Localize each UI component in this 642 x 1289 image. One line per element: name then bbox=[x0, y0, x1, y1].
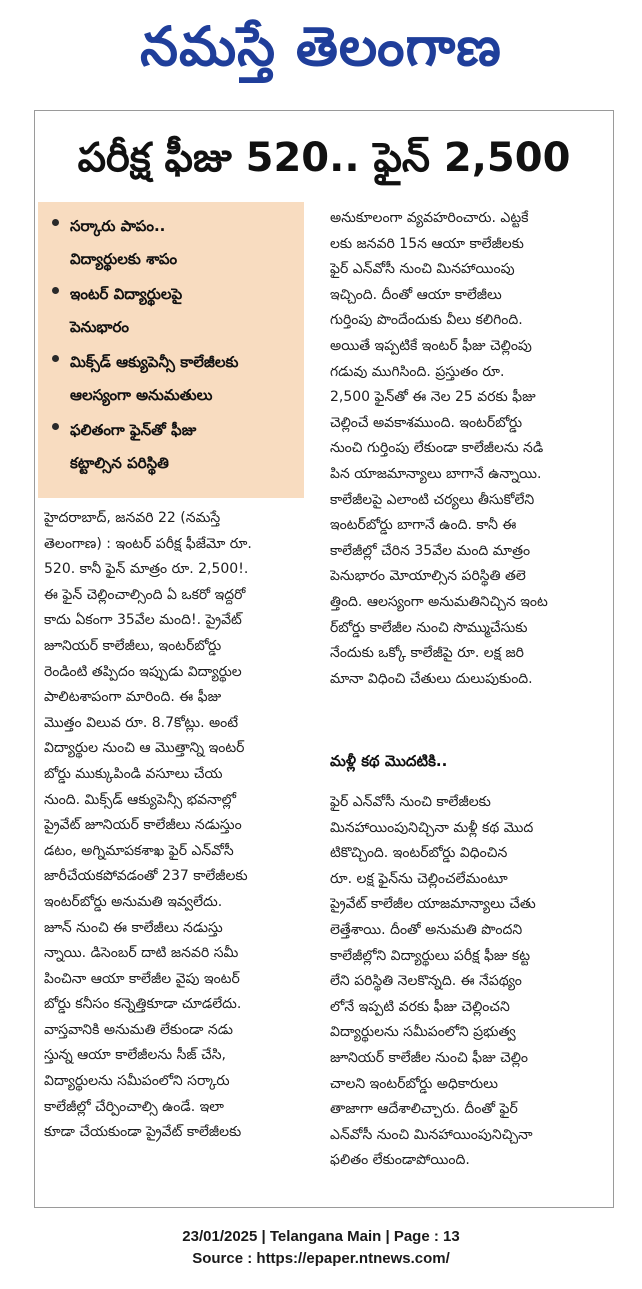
highlight-item bbox=[52, 346, 296, 412]
article-body-left-column: హైదరాబాద్, జనవరి 22 (నమస్తే తెలంగాణ) : ఇంటర్ పరీక్ష ఫీజేమో రూ. 520. కానీ ఫైన్ మాత్రం రూ. 2,500!. ఈ ఫైన్ చెల్లించాల్సింది ఏ ఒకరో ఇద్దరో కాదు ఏకంగా 35వేల మంది!. ప్రైవేట్ జూనియర్ కాలేజీలు, ఇంటర్‌బోర్డు రెండింటి తప్పిదం ఇప్పుడు విద్యార్థుల పాలిటశాపంగా మారింది. ఈ ఫీజు మొత్తం విలువ రూ. 8.7కోట్లు. అంటే విద్యార్థుల నుంచి ఆ మొత్తాన్ని ఇంటర్ బోర్డు ముక్కుపిండి వసూలు చేయ నుంది. మిక్స్‌డ్ ఆక్యుపెన్సీ భవనాల్లో ప్రైవేట్ జూనియర్ కాలేజీలు నడుస్తుం డటం, అగ్నిమాపకశాఖ ఫైర్ ఎన్‌వోసీ జారీచేయకపోవడంతో 237 కాలేజీలకు ఇంటర్‌బోర్డు అనుమతి ఇవ్వలేదు. జూన్ నుంచి ఈ కాలేజీలు నడుస్తు న్నాయి. డిసెంబర్ దాటి జనవరి సమీ పించినా ఆయా కాలేజీల వైపు ఇంటర్ బోర్డు కనీసం కన్నెత్తికూడా చూడలేదు. వాస్తవానికి అనుమతి లేకుండా నడు స్తున్న ఆయా కాలేజీలను సీజ్ చేసి, విద్యార్థులను సమీపంలోని సర్కారు కాలేజీల్లో చేర్పించాల్సి ఉండే. ఇలా కూడా చేయకుండా ప్రైవేట్ కాలేజీలకు bbox=[44, 510, 252, 1141]
footer-date-edition-page: 23/01/2025 | Telangana Main | Page : 13 bbox=[182, 1228, 460, 1245]
highlight-item bbox=[52, 278, 296, 344]
article-body-right-column-bottom: ఫైర్ ఎన్‌వోసీ నుంచి కాలేజీలకు మినహాయింపునిచ్చినా మళ్లీ కథ మొద టికొచ్చింది. ఇంటర్‌బోర్డు విధించిన రూ. లక్ష ఫైన్‌ను చెల్లించలేమంటూ ప్రైవేట్ కాలేజీల యాజమాన్యాలు చేతు లెత్తేశాయి. దీంతో అనుమతి పొందని కాలేజీల్లోని విద్యార్థులు పరీక్ష ఫీజు కట్ట లేని పరిస్థితి నెలకొన్నది. ఈ నేపథ్యం లోనే ఇప్పటి వరకు ఫీజు చెల్లించని విద్యార్థులను సమీపంలోని ప్రభుత్వ జూనియర్ కాలేజీల నుంచి ఫీజు చెల్లిం చాలని ఇంటర్‌బోర్డు అధికారులు తాజాగా ఆదేశాలిచ్చారు. దీంతో ఫైర్ ఎన్‌వోసీ నుంచి మినహాయింపునిచ్చినా ఫలితం లేకుండాపోయింది. bbox=[330, 794, 536, 1169]
highlight-text: సర్కారు పాపం.. విద్యార్థులకు శాపం bbox=[70, 217, 178, 268]
bullet-icon bbox=[52, 423, 59, 430]
highlight-item bbox=[52, 210, 296, 276]
footer-source-link[interactable]: Source : https://epaper.ntnews.com/ bbox=[192, 1250, 450, 1267]
bullet-icon bbox=[52, 287, 59, 294]
masthead-logo: నమస్తే తెలంగాణ bbox=[140, 14, 502, 78]
bullet-icon bbox=[52, 355, 59, 362]
article-headline: పరీక్ష ఫీజు 520.. ఫైన్ 2,500 bbox=[77, 135, 571, 181]
highlight-text: ఫలితంగా ఫైన్‌తో ఫీజు కట్టాల్సిన పరిస్థితి bbox=[70, 421, 197, 472]
highlight-text: మిక్స్‌డ్ ఆక్యుపెన్సీ కాలేజీలకు ఆలస్యంగా అనుమతులు bbox=[70, 353, 239, 404]
article-subheading: మళ్లీ కథ మొదటికి.. bbox=[330, 752, 448, 770]
highlights-box bbox=[38, 202, 304, 498]
article-body-right-column-top: అనుకూలంగా వ్యవహరించారు. ఎట్టకే లకు జనవరి 15న ఆయా కాలేజీలకు ఫైర్ ఎన్‌వోసీ నుంచి మినహాయింపు ఇచ్చింది. దీంతో ఆయా కాలేజీలు గుర్తింపు పొందేందుకు వీలు కలిగింది. అయితే ఇప్పటికే ఇంటర్ ఫీజు చెల్లింపు గడువు ముగిసింది. ప్రస్తుతం రూ. 2,500 ఫైన్‌తో ఈ నెల 25 వరకు ఫీజు చెల్లించే అవకాశముంది. ఇంటర్‌బోర్డు నుంచి గుర్తింపు లేకుండా కాలేజీలను నడి పిన యాజమాన్యాలు బాగానే ఉన్నాయి. కాలేజీలపై ఎలాంటి చర్యలు తీసుకోలేని ఇంటర్‌బోర్డు బాగానే ఉంది. కానీ ఈ కాలేజీల్లో చేరిన 35వేల మంది మాత్రం పెనుభారం మోయాల్సిన పరిస్థితి తలె త్తింది. ఆలస్యంగా అనుమతినిచ్చిన ఇంట ర్‌బోర్డు కాలేజీల నుంచి సొమ్ముచేసుకు నేందుకు ఒక్కో కాలేజీపై రూ. లక్ష జరి మానా విధించి చేతులు దులుపుకుంది. bbox=[330, 210, 548, 687]
highlight-text: ఇంటర్ విద్యార్థులపై పెనుభారం bbox=[70, 285, 183, 336]
highlight-item bbox=[52, 414, 296, 480]
bullet-icon bbox=[52, 219, 59, 226]
